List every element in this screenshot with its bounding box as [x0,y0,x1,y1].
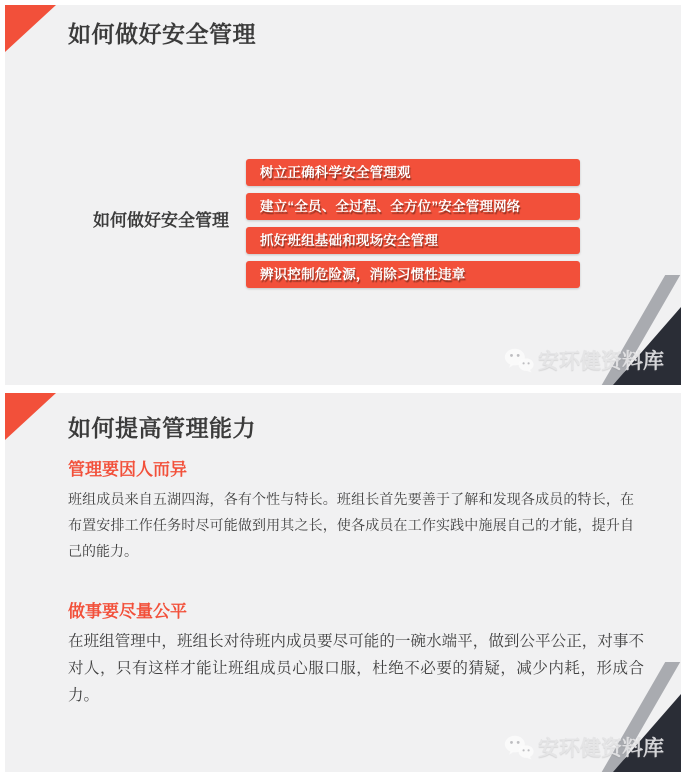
wechat-icon [504,347,534,373]
section-heading: 做事要尽量公平 [68,602,187,621]
diagram-item-bar: 建立“全员、全过程、全方位”安全管理网络 [246,193,580,220]
diagram-item-bar: 树立正确科学安全管理观 [246,159,580,186]
section-body: 班组成员来自五湖四海，各有个性与特长。班组长首先要善于了解和发现各成员的特长，在布置安排工作任务时尽可能做到用其之长，使各成员在工作实践中施展自己的才能，提升自己的能力。 [68,491,634,559]
watermark-text: 安环健资料库 [538,737,664,760]
watermark-text: 安环健资料库 [538,350,664,373]
section-body: 在班组管理中，班组长对待班内成员要尽可能的一碗水端平，做到公平公正，对事不对人，只有这样才能让班组成员心服口服，杜绝不必要的猜疑，减少内耗，形成合力。 [68,633,644,704]
watermark [504,345,664,375]
watermark [504,732,664,762]
diagram-item-bar: 辨识控制危险源，消除习惯性违章 [246,261,580,288]
diagram-root-label: 如何做好安全管理 [93,211,229,230]
diagram-item-list [246,159,580,288]
slide-title: 如何提高管理能力 [68,415,256,441]
slide-how-to-improve-management-ability [5,393,681,772]
wechat-icon [504,734,534,760]
slide-title: 如何做好安全管理 [68,21,256,47]
red-corner-triangle [5,5,56,52]
diagram-item-bar: 抓好班组基础和现场安全管理 [246,227,580,254]
red-corner-triangle [5,393,56,440]
section-heading: 管理要因人而异 [68,460,187,479]
slide-how-to-do-safety-management [5,5,681,385]
